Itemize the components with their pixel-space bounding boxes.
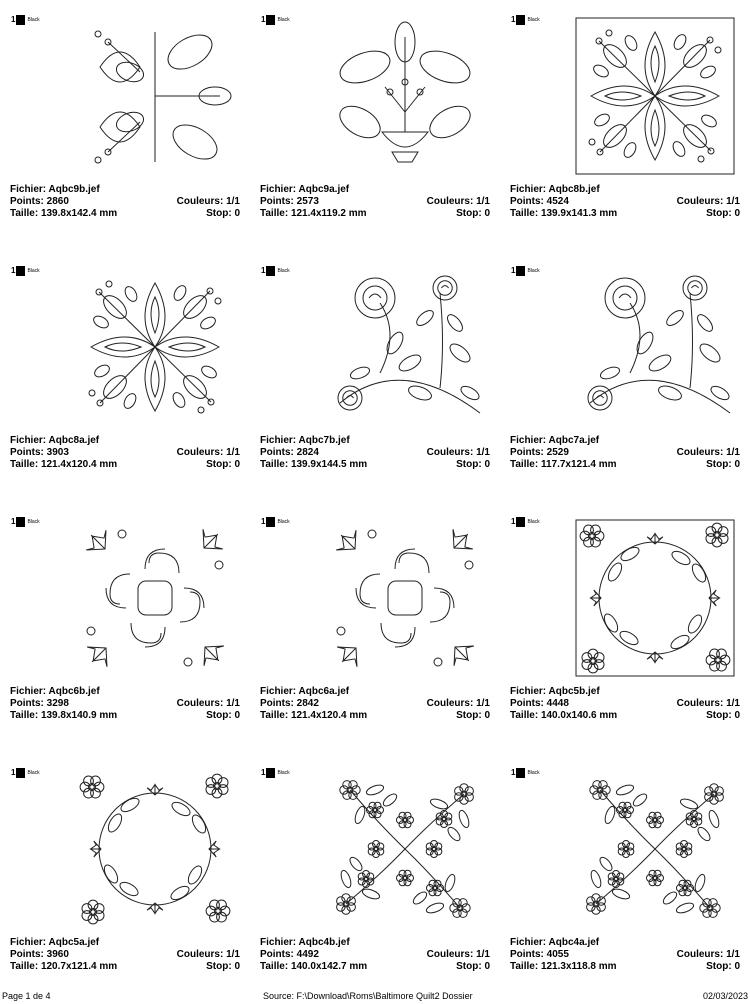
stop-label: Stop: [206, 961, 232, 972]
swatch-number: 1 [11, 517, 16, 526]
embroidery-design-image [570, 765, 740, 933]
file-row [10, 686, 240, 698]
design-info [260, 435, 490, 471]
size-label: Taille: [10, 961, 39, 972]
size-label: Taille: [510, 208, 539, 219]
points-label: Points: [10, 196, 44, 207]
size-row [510, 710, 740, 722]
size-row [10, 961, 240, 973]
points-value: 4524 [546, 196, 569, 207]
size-value: 121.4x119.2 mm [290, 208, 367, 219]
design-card [250, 502, 500, 753]
swatch-color-name: Black [27, 17, 40, 23]
swatch-color-name: Black [27, 519, 40, 525]
colors-value: 1/1 [726, 698, 740, 709]
swatch-color-name: Black [527, 17, 540, 23]
design-info [10, 435, 240, 471]
points-label: Points: [510, 447, 544, 458]
stop-label: Stop: [456, 710, 482, 721]
colors-value: 1/1 [726, 447, 740, 458]
design-info [260, 184, 490, 220]
design-info [10, 937, 240, 973]
points-value: 4492 [296, 949, 319, 960]
swatch-color-box [516, 266, 525, 276]
size-value: 121.4x120.4 mm [40, 459, 118, 470]
embroidery-design-image [570, 12, 740, 180]
design-line-art [570, 12, 740, 180]
file-label: Fichier: [510, 184, 547, 195]
points-row [260, 196, 490, 208]
size-row [260, 459, 490, 471]
size-row [510, 961, 740, 973]
size-row [510, 208, 740, 220]
colors-value: 1/1 [226, 949, 240, 960]
file-row [510, 937, 740, 949]
swatch-number: 1 [511, 768, 516, 777]
design-info [510, 184, 740, 220]
swatch-color-box [266, 15, 275, 25]
design-line-art [320, 514, 490, 682]
points-row [510, 447, 740, 459]
design-line-art [70, 12, 240, 180]
points-label: Points: [260, 949, 294, 960]
color-swatch [11, 768, 40, 778]
points-label: Points: [10, 447, 44, 458]
color-swatch [11, 266, 40, 276]
points-row [510, 949, 740, 961]
stop-value: 0 [234, 710, 240, 721]
colors-label: Couleurs: [176, 949, 224, 960]
colors-label: Couleurs: [676, 949, 724, 960]
color-swatch [261, 768, 290, 778]
swatch-number: 1 [11, 266, 16, 275]
points-row [10, 447, 240, 459]
swatch-color-name: Black [277, 519, 290, 525]
file-row [510, 435, 740, 447]
design-line-art [70, 765, 240, 933]
design-card [500, 251, 750, 502]
stop-value: 0 [734, 208, 740, 219]
design-info [10, 184, 240, 220]
size-row [260, 710, 490, 722]
points-value: 3960 [46, 949, 69, 960]
file-row [260, 435, 490, 447]
size-row [260, 208, 490, 220]
file-label: Fichier: [260, 184, 297, 195]
file-row [510, 686, 740, 698]
design-card [250, 251, 500, 502]
embroidery-design-image [570, 263, 740, 431]
stop-value: 0 [484, 459, 490, 470]
points-label: Points: [510, 698, 544, 709]
swatch-number: 1 [11, 15, 16, 24]
swatch-number: 1 [11, 768, 16, 777]
embroidery-design-image [320, 12, 490, 180]
points-row [510, 196, 740, 208]
file-name: Aqbc9b.jef [48, 184, 100, 195]
size-value: 140.0x142.7 mm [290, 961, 368, 972]
color-swatch [511, 517, 540, 527]
design-card [250, 753, 500, 1004]
colors-label: Couleurs: [426, 447, 474, 458]
print-date: 02/03/2023 [702, 991, 748, 1001]
design-info [510, 435, 740, 471]
swatch-color-box [16, 517, 25, 527]
stop-value: 0 [484, 208, 490, 219]
points-value: 4055 [546, 949, 569, 960]
file-row [10, 184, 240, 196]
file-name: Aqbc9a.jef [298, 184, 350, 195]
stop-value: 0 [234, 459, 240, 470]
file-name: Aqbc4b.jef [298, 937, 350, 948]
size-label: Taille: [510, 961, 539, 972]
design-card [250, 0, 500, 251]
design-line-art [320, 765, 490, 933]
design-line-art [70, 263, 240, 431]
file-row [260, 686, 490, 698]
file-name: Aqbc7b.jef [298, 435, 350, 446]
embroidery-design-image [570, 514, 740, 682]
file-name: Aqbc4a.jef [548, 937, 600, 948]
size-row [260, 961, 490, 973]
design-info [260, 937, 490, 973]
size-label: Taille: [510, 710, 539, 721]
points-row [10, 196, 240, 208]
points-value: 2860 [46, 196, 69, 207]
swatch-color-box [516, 15, 525, 25]
swatch-number: 1 [261, 517, 266, 526]
points-row [10, 949, 240, 961]
swatch-color-box [516, 517, 525, 527]
points-row [260, 447, 490, 459]
design-line-art [320, 12, 490, 180]
swatch-number: 1 [261, 15, 266, 24]
swatch-color-name: Black [277, 770, 290, 776]
file-label: Fichier: [10, 937, 47, 948]
colors-value: 1/1 [226, 447, 240, 458]
embroidery-design-image [320, 765, 490, 933]
file-name: Aqbc8b.jef [548, 184, 600, 195]
colors-value: 1/1 [726, 949, 740, 960]
size-label: Taille: [10, 208, 39, 219]
file-label: Fichier: [510, 686, 547, 697]
colors-label: Couleurs: [426, 196, 474, 207]
colors-value: 1/1 [476, 196, 490, 207]
design-info [510, 686, 740, 722]
file-row [260, 184, 490, 196]
file-name: Aqbc7a.jef [548, 435, 600, 446]
points-row [260, 949, 490, 961]
points-row [510, 698, 740, 710]
swatch-color-name: Black [277, 268, 290, 274]
points-label: Points: [260, 447, 294, 458]
swatch-color-name: Black [277, 17, 290, 23]
embroidery-design-image [70, 263, 240, 431]
stop-label: Stop: [706, 961, 732, 972]
points-label: Points: [260, 698, 294, 709]
size-label: Taille: [510, 459, 539, 470]
points-value: 3298 [46, 698, 69, 709]
swatch-color-name: Black [27, 770, 40, 776]
colors-label: Couleurs: [676, 447, 724, 458]
swatch-color-box [516, 768, 525, 778]
file-row [510, 184, 740, 196]
size-value: 120.7x121.4 mm [40, 961, 118, 972]
swatch-color-name: Black [527, 519, 540, 525]
size-row [10, 710, 240, 722]
colors-value: 1/1 [726, 196, 740, 207]
colors-label: Couleurs: [676, 196, 724, 207]
points-row [10, 698, 240, 710]
swatch-color-name: Black [527, 770, 540, 776]
points-label: Points: [10, 698, 44, 709]
design-info [10, 686, 240, 722]
points-value: 2842 [296, 698, 319, 709]
size-label: Taille: [260, 961, 289, 972]
stop-value: 0 [734, 710, 740, 721]
design-card [0, 0, 250, 251]
stop-value: 0 [234, 208, 240, 219]
file-label: Fichier: [10, 686, 47, 697]
points-label: Points: [260, 196, 294, 207]
file-name: Aqbc5b.jef [548, 686, 600, 697]
design-card [0, 753, 250, 1004]
stop-label: Stop: [456, 459, 482, 470]
file-label: Fichier: [510, 435, 547, 446]
colors-label: Couleurs: [676, 698, 724, 709]
points-value: 2824 [296, 447, 319, 458]
colors-value: 1/1 [476, 447, 490, 458]
stop-label: Stop: [456, 208, 482, 219]
design-info [260, 686, 490, 722]
points-row [260, 698, 490, 710]
stop-label: Stop: [206, 459, 232, 470]
page-footer [0, 990, 750, 1003]
color-swatch [511, 266, 540, 276]
size-row [10, 459, 240, 471]
design-card [500, 753, 750, 1004]
size-value: 121.3x118.8 mm [540, 961, 617, 972]
colors-label: Couleurs: [426, 698, 474, 709]
stop-value: 0 [234, 961, 240, 972]
design-card [0, 502, 250, 753]
swatch-color-box [266, 768, 275, 778]
points-label: Points: [10, 949, 44, 960]
stop-value: 0 [734, 961, 740, 972]
stop-value: 0 [734, 459, 740, 470]
colors-value: 1/1 [476, 698, 490, 709]
page-number: Page 1 de 4 [2, 991, 51, 1001]
colors-value: 1/1 [226, 196, 240, 207]
size-value: 121.4x120.4 mm [290, 710, 368, 721]
size-value: 139.8x140.9 mm [40, 710, 118, 721]
design-card [500, 502, 750, 753]
size-value: 139.9x144.5 mm [290, 459, 368, 470]
swatch-color-box [266, 266, 275, 276]
file-label: Fichier: [260, 686, 297, 697]
stop-label: Stop: [206, 710, 232, 721]
stop-label: Stop: [456, 961, 482, 972]
design-line-art [570, 263, 740, 431]
size-value: 117.7x121.4 mm [540, 459, 617, 470]
design-card [0, 251, 250, 502]
stop-label: Stop: [206, 208, 232, 219]
swatch-color-name: Black [27, 268, 40, 274]
swatch-number: 1 [261, 768, 266, 777]
color-swatch [261, 15, 290, 25]
swatch-number: 1 [261, 266, 266, 275]
file-name: Aqbc5a.jef [48, 937, 100, 948]
file-row [260, 937, 490, 949]
swatch-color-box [16, 266, 25, 276]
file-name: Aqbc8a.jef [48, 435, 100, 446]
stop-label: Stop: [706, 459, 732, 470]
swatch-number: 1 [511, 517, 516, 526]
colors-label: Couleurs: [176, 698, 224, 709]
color-swatch [511, 768, 540, 778]
swatch-color-box [266, 517, 275, 527]
embroidery-design-image [70, 12, 240, 180]
points-label: Points: [510, 949, 544, 960]
design-line-art [570, 765, 740, 933]
size-label: Taille: [10, 710, 39, 721]
design-line-art [570, 514, 740, 682]
embroidery-design-image [320, 514, 490, 682]
file-label: Fichier: [10, 435, 47, 446]
swatch-number: 1 [511, 15, 516, 24]
design-card [500, 0, 750, 251]
swatch-color-box [16, 15, 25, 25]
file-label: Fichier: [510, 937, 547, 948]
file-label: Fichier: [10, 184, 47, 195]
points-value: 2573 [296, 196, 319, 207]
embroidery-design-image [70, 514, 240, 682]
size-label: Taille: [260, 710, 289, 721]
stop-value: 0 [484, 710, 490, 721]
swatch-number: 1 [511, 266, 516, 275]
colors-value: 1/1 [476, 949, 490, 960]
color-swatch [511, 15, 540, 25]
points-value: 3903 [46, 447, 69, 458]
file-label: Fichier: [260, 937, 297, 948]
color-swatch [261, 517, 290, 527]
size-row [10, 208, 240, 220]
file-name: Aqbc6a.jef [298, 686, 350, 697]
design-line-art [320, 263, 490, 431]
stop-value: 0 [484, 961, 490, 972]
color-swatch [11, 517, 40, 527]
size-label: Taille: [10, 459, 39, 470]
size-value: 139.8x142.4 mm [40, 208, 118, 219]
file-row [10, 937, 240, 949]
design-info [510, 937, 740, 973]
stop-label: Stop: [706, 710, 732, 721]
embroidery-design-image [320, 263, 490, 431]
colors-label: Couleurs: [426, 949, 474, 960]
colors-label: Couleurs: [176, 447, 224, 458]
points-label: Points: [510, 196, 544, 207]
points-value: 2529 [546, 447, 569, 458]
size-label: Taille: [260, 459, 289, 470]
points-value: 4448 [546, 698, 569, 709]
color-swatch [11, 15, 40, 25]
file-label: Fichier: [260, 435, 297, 446]
design-line-art [70, 514, 240, 682]
size-value: 140.0x140.6 mm [540, 710, 618, 721]
source-path: Source: F:\Download\Roms\Baltimore Quilt2 Dossier [263, 991, 473, 1001]
swatch-color-box [16, 768, 25, 778]
color-swatch [261, 266, 290, 276]
stop-label: Stop: [706, 208, 732, 219]
file-name: Aqbc6b.jef [48, 686, 100, 697]
swatch-color-name: Black [527, 268, 540, 274]
colors-label: Couleurs: [176, 196, 224, 207]
size-value: 139.9x141.3 mm [540, 208, 618, 219]
embroidery-design-image [70, 765, 240, 933]
colors-value: 1/1 [226, 698, 240, 709]
file-row [10, 435, 240, 447]
size-label: Taille: [260, 208, 289, 219]
size-row [510, 459, 740, 471]
